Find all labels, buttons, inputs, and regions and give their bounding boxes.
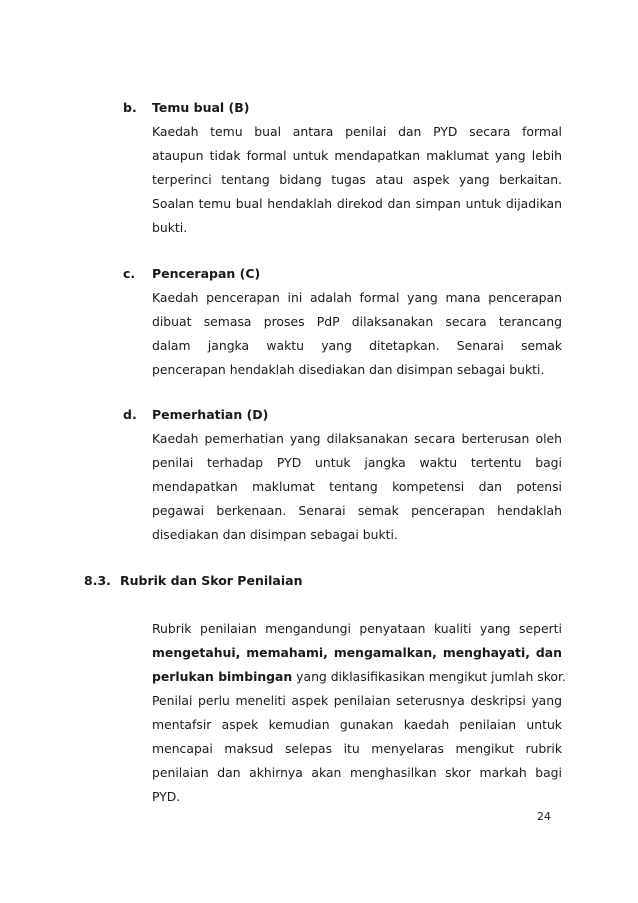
text-run: mentafsir aspek kemudian gunakan kaedah penilaian untuk <box>152 717 562 732</box>
list-item-heading: Pemerhatian (D) <box>152 407 269 422</box>
paragraph-pencerapan <box>152 286 562 382</box>
text-run: yang diklasifikasikan mengikut jumlah skor. <box>292 669 566 684</box>
paragraph-line: bukti. <box>152 220 188 235</box>
section-title: Rubrik dan Skor Penilaian <box>120 573 303 588</box>
list-item-letter: b. <box>123 100 137 115</box>
paragraph-line: pegawai berkenaan. Senarai semak pencerapan hendaklah <box>152 503 562 518</box>
bold-term: dan <box>535 645 562 660</box>
list-item-heading: Temu bual (B) <box>152 100 250 115</box>
section-heading <box>84 569 302 593</box>
paragraph-line <box>152 761 562 785</box>
paragraph-line <box>152 665 566 689</box>
paragraph-pemerhatian <box>152 427 562 547</box>
bold-term: perlukan bimbingan <box>152 669 293 684</box>
paragraph-line <box>152 689 562 713</box>
text-run: penilaian dan akhirnya akan menghasilkan skor markah bagi <box>152 765 562 780</box>
paragraph-line: dibuat semasa proses PdP dilaksanakan secara terancang <box>152 314 562 329</box>
bold-term: mengetahui, <box>152 645 241 660</box>
paragraph-rubrik <box>152 617 566 809</box>
paragraph-line: disediakan dan disimpan sebagai bukti. <box>152 527 398 542</box>
section-number: 8.3. <box>84 573 111 588</box>
paragraph-line <box>152 737 562 761</box>
paragraph-line: pencerapan hendaklah disediakan dan disimpan sebagai bukti. <box>152 362 545 377</box>
paragraph-temu-bual <box>152 120 562 240</box>
text-run: PYD. <box>152 789 181 804</box>
bold-term: mengamalkan, <box>333 645 437 660</box>
paragraph-line: Kaedah temu bual antara penilai dan PYD secara formal <box>152 124 562 139</box>
bold-term: menghayati, <box>442 645 530 660</box>
paragraph-line: dalam jangka waktu yang ditetapkan. Senarai semak <box>152 338 562 353</box>
paragraph-line: Soalan temu bual hendaklah direkod dan simpan untuk dijadikan <box>152 196 562 211</box>
page-number: 24 <box>537 810 551 823</box>
bold-term: memahami, <box>246 645 328 660</box>
list-item-letter: c. <box>123 266 136 281</box>
text-run: mencapai maksud selepas itu menyelaras mengikut rubrik <box>152 741 562 756</box>
paragraph-line: mendapatkan maklumat tentang kompetensi dan potensi <box>152 479 562 494</box>
text-run: Penilai perlu meneliti aspek penilaian seterusnya deskripsi yang <box>152 693 562 708</box>
paragraph-line <box>152 641 562 665</box>
paragraph-line: Kaedah pencerapan ini adalah formal yang mana pencerapan <box>152 290 562 305</box>
paragraph-line: terperinci tentang bidang tugas atau aspek yang berkaitan. <box>152 172 562 187</box>
list-item-letter: d. <box>123 407 137 422</box>
paragraph-line <box>152 617 562 641</box>
paragraph-line: Kaedah pemerhatian yang dilaksanakan secara berterusan oleh <box>152 431 562 446</box>
paragraph-line <box>152 785 562 809</box>
text-run: Rubrik penilaian mengandungi penyataan kualiti yang seperti <box>152 621 562 636</box>
paragraph-line: penilai terhadap PYD untuk jangka waktu tertentu bagi <box>152 455 562 470</box>
list-item-heading: Pencerapan (C) <box>152 266 261 281</box>
paragraph-line <box>152 713 562 737</box>
paragraph-line: ataupun tidak formal untuk mendapatkan maklumat yang lebih <box>152 148 562 163</box>
